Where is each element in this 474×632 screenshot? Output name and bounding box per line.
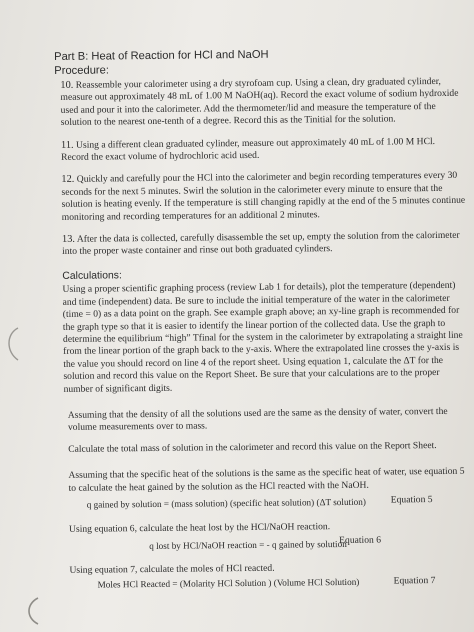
instruction-total-mass: Calculate the total mass of solution in the calorimeter and record this value on the Report Sheet.	[68, 439, 437, 455]
calculations-heading: Calculations:	[62, 270, 122, 282]
equation-5-label: Equation 5	[390, 494, 433, 506]
step-text: Using a different clean graduated cylinder, measure out approximately 40 mL of 1.00 M HCl. Record the exact volume of hydrochloric acid used.	[61, 135, 436, 163]
step-10	[60, 76, 464, 130]
equation-7: Moles HCl Reacted = (Molarity HCl Solution ) (Volume HCl Solution)	[97, 576, 360, 590]
part-title: Part B: Heat of Reaction for HCl and NaOH	[54, 48, 269, 63]
instruction-moles: Using equation 7, calculate the moles of HCl reacted.	[69, 563, 275, 577]
procedure-heading: Procedure:	[54, 64, 110, 77]
equation-6-row	[69, 534, 469, 554]
step-11	[61, 135, 465, 164]
instruction-density: Assuming that the density of all the solutions used are the same as the density of water, convert the volume measurements over to mass.	[67, 405, 448, 434]
equation-6: q lost by HCl/NaOH reaction = - q gained by solution	[149, 539, 347, 552]
equation-5-row	[69, 493, 469, 513]
binder-tab-mark	[0, 326, 24, 362]
step-text: Quickly and carefully pour the HCl into the calorimeter and begin recording temperatures every 30 seconds for the next 5 minutes. Swirl the solution in the calorimeter every minute to ensure that the solution is heating evenly. If the temperature is still changing rapidly at the end of the 5 minutes continue monitoring and recording temperatures for an additional 2 minutes.	[61, 170, 466, 223]
instruction-heat-gained: Assuming that the specific heat of the solutions is the same as the specific heat of water, use equation 5 to calculate the heat gained by the solution as the HCl reacted with the NaOH.	[68, 465, 465, 494]
step-number: 12.	[61, 174, 75, 186]
instruction-heat-lost: Using equation 6, calculate the heat lost by the HCl/NaOH reaction.	[68, 521, 331, 535]
binder-hole-mark	[22, 596, 42, 626]
step-number: 10.	[60, 79, 74, 91]
equation-5: q gained by solution = (mass solution) (specific heat solution) (ΔT solution)	[86, 496, 366, 510]
document-body	[54, 46, 470, 606]
equation-7-label: Equation 7	[393, 574, 436, 587]
equation-7-row	[70, 574, 470, 594]
step-number: 11.	[60, 139, 74, 151]
calculations-intro: Using a proper scientific graphing process (review Lab 1 for details), plot the temperature (dependent) and time (independent) data. Be sure to include the initial temperature of the water in the calorimeter (time = 0) as a data point on the graph. See example graph above; an xy-line graph is recommended for the graph type so that it is easier to identify the linear portion of the collected data. Use the graph to determine the equilibrium “high” Tfinal for the system in the calorimeter by extrapolating a straight line from the linear portion of the graph back to the y-axis. Where the extrapolated line crosses the y-axis is the value you should record on line 4 of the report sheet. Using equation 1, calculate the ΔT for the solution and record this value on the Report Sheet. Be sure that your calculations are to the proper number of significant digits.	[62, 280, 463, 395]
step-text: After the data is collected, carefully disassemble the set up, empty the solution from the calorimeter into the proper waste container and rinse out both graduated cylinders.	[62, 229, 460, 258]
step-13	[62, 230, 466, 259]
step-text: Reassemble your calorimeter using a dry styrofoam cup. Using a clean, dry graduated cylinder, measure out approximately 48 mL of 1.00 M NaOH(aq). Record the exact volume of sodium hydroxide used and pour it into the calorimeter. Add the thermometer/lid and measure the temperature of the solution to the nearest one-tenth of a degree. Record this as the Tinitial for the solution.	[60, 75, 459, 129]
equation-6-label: Equation 6	[339, 534, 382, 547]
step-number: 13.	[61, 233, 76, 245]
step-12	[61, 170, 465, 224]
